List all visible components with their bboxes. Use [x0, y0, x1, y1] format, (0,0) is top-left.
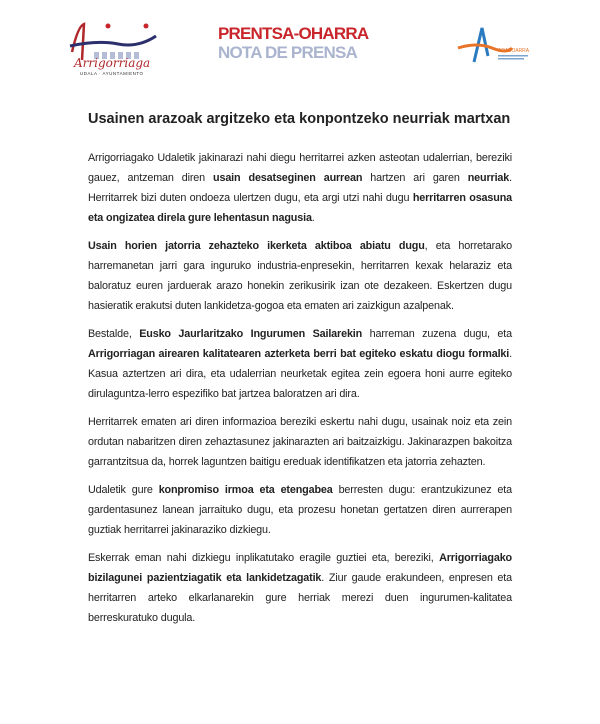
logo-wordmark: Arrigorriaga — [74, 56, 151, 70]
partner-logo — [452, 26, 542, 66]
text-segment: Arrigorriagako Udaletik jakinarazi nahi diegu herritarrei azken asteotan udalerrian, bereziki gauez, antzeman diren — [88, 152, 512, 184]
text-segment: Bestalde, — [88, 328, 140, 340]
article-body — [88, 148, 512, 636]
bold-text: neurriak — [467, 172, 510, 184]
bold-text: Usain horien jatorria zehazteko ikerketa aktiboa abiatu dugu — [88, 240, 425, 252]
paragraph — [88, 412, 512, 472]
text-segment: harreman zuzena dugu, eta — [362, 328, 512, 340]
paragraph — [88, 324, 512, 404]
text-segment: Herritarrek ematen ari diren informazioa bereziki eskertu nahi dugu, usainak noiz eta zein ordutan nabaritzen diren zehaztasunez jakinarazten ari baitzaizkigu. Jakinarazpen bakoitza garrantzitsua da, horrek laguntzen baitigu ereduak identifikatzen eta jatorria zehazten. — [88, 416, 512, 468]
bold-text: konpromiso irmoa eta etengabea — [158, 484, 333, 496]
text-segment: . — [311, 212, 315, 224]
logo-subtitle: UDALA · AYUNTAMIENTO — [80, 71, 144, 76]
paragraph — [88, 480, 512, 540]
text-segment: berresten dugu: erantzukizunez eta gardentasunez lanean jarraituko dugu, eta prozesu honetan gertatzen diren aurrerapen guztiak herritarrei jakinaraziko dizkiegu. — [88, 484, 512, 536]
text-segment: . Kasua aztertzen ari dira, eta udalerrian neurketak egitea zein egoera honi aurre egiteko dirulaguntza-lerro espezifiko bat jartzea baloratzen ari dira. — [88, 348, 512, 400]
partner-emblem-icon — [452, 26, 542, 66]
partner-logo-text: ARAZOARRA — [498, 48, 530, 54]
text-segment: . Herritarrek bizi duten ondoeza ulertzen dugu, eta argi utzi nahi dugu — [88, 172, 512, 204]
press-heading — [218, 24, 368, 62]
paragraph — [88, 236, 512, 316]
bold-text: Eusko Jaurlaritzako Ingurumen Sailarekin — [139, 328, 363, 340]
arrigorriaga-logo — [68, 22, 158, 77]
bold-text: Arrigorriagan airearen kalitatearen azterketa berri bat egiteko eskatu diogu formalki — [88, 348, 510, 360]
text-segment: . Ziur gaude erakundeen, enpresen eta herritarren arteko elkarlanarekin gure herriak merezi duen ingurumen-kalitatea berreskuratuko dugula. — [88, 572, 512, 624]
bold-text: usain desatseginen aurrean — [213, 172, 363, 184]
text-segment: Eskerrak eman nahi dizkiegu inplikatutako eragile guztiei eta, bereziki, — [88, 552, 440, 564]
text-segment: Udaletik gure — [88, 484, 159, 496]
press-heading-spanish: NOTA DE PRENSA — [218, 43, 357, 62]
bold-text: herritarren osasuna eta ongizatea direla gure lehentasun nagusia — [88, 192, 513, 224]
paragraph — [88, 148, 512, 228]
paragraph — [88, 548, 512, 628]
text-segment: , eta horretarako harremanetan jarri gara inguruko industria-enpresekin, herritarren kexak helaraziz eta baloratuz euren jarduerak arazo honekin zerikusirik izan ote dezakeen. Eskertzen dugu hasieratik erakutsi duten lankidetza-gogoa eta ematen ari zaizkigun azalpenak. — [88, 240, 512, 312]
text-segment: hartzen ari garen — [362, 172, 468, 184]
page-title: Usainen arazoak argitzeko eta konpontzeko neurriak martxan — [88, 111, 511, 127]
bold-text: Arrigorriagako bizilagunei pazientziagatik eta lankidetzagatik — [88, 552, 512, 584]
press-heading-basque: PRENTSA-OHARRA — [218, 24, 369, 43]
